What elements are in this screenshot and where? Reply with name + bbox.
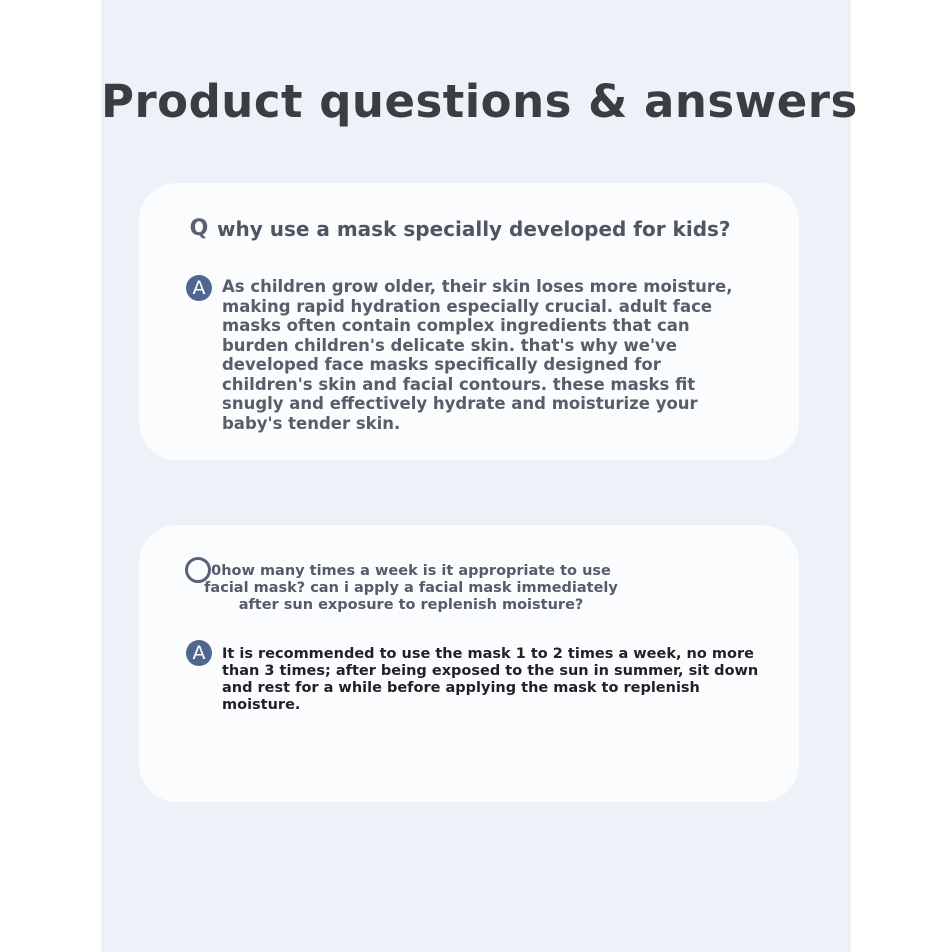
q-letter-icon: Q	[189, 216, 209, 241]
faq-question-1: why use a mask specially developed for kids?	[217, 217, 731, 241]
content-panel	[101, 0, 858, 952]
faq-answer-1: As children grow older, their skin loses more moisture, making rapid hydration especially crucial. adult face masks often contain complex ingredients that can burden children's delicate skin. that's why we've developed face masks specifically designed for children's skin and facial contours. these masks fit snugly and effectively hydrate and moisturize your baby's tender skin.	[222, 277, 733, 433]
a-badge-icon: A	[186, 640, 212, 666]
faq-card-1	[139, 183, 799, 460]
page-title: Product questions & answers	[101, 75, 858, 128]
a-badge-icon: A	[186, 275, 212, 301]
faq-answer-2: It is recommended to use the mask 1 to 2 times a week, no more than 3 times; after being exposed to the sun in summer, sit down and rest for a while before applying the mask to replenish moisture.	[222, 646, 759, 713]
faq-question-2: 0how many times a week is it appropriate to use facial mask? can i apply a facial mask immediately after sun exposure to replenish moisture?	[204, 563, 618, 613]
faq-card-2	[139, 525, 799, 802]
